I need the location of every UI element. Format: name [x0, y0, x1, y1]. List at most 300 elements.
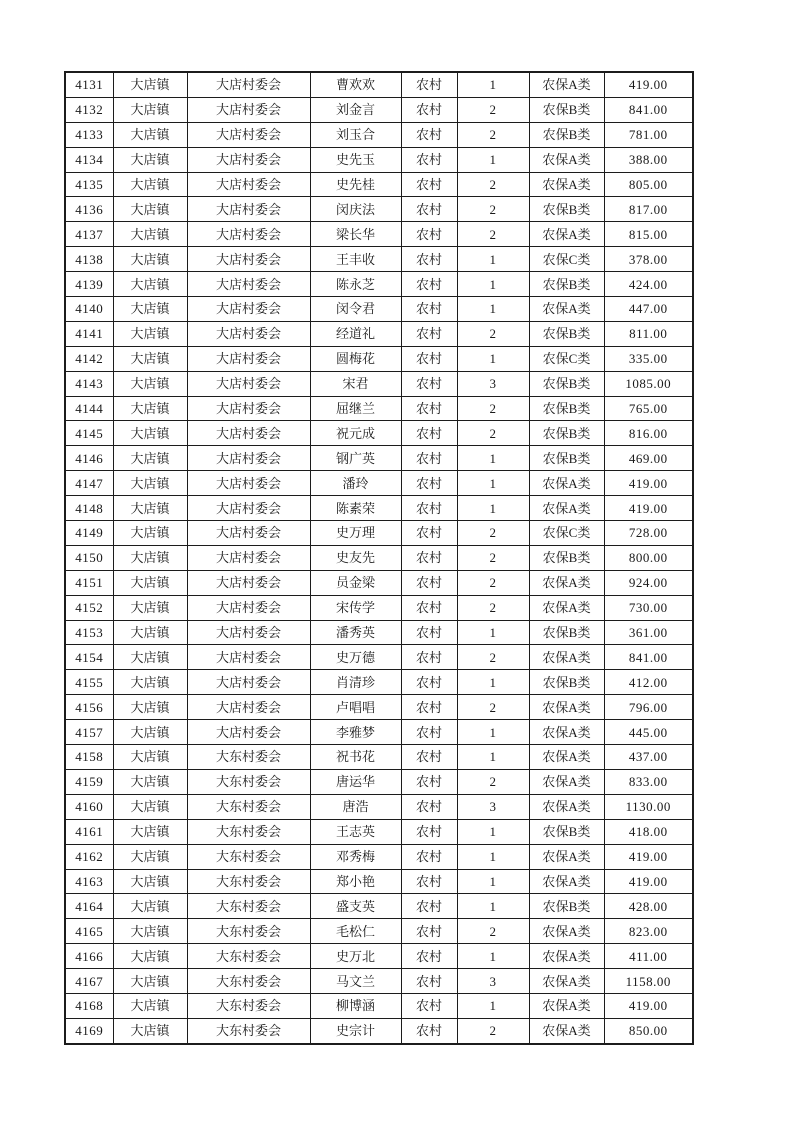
cell-village-committee: 大店村委会	[187, 122, 310, 147]
cell-household-type: 农村	[401, 794, 457, 819]
cell-insurance-category: 农保B类	[529, 446, 604, 471]
cell-town: 大店镇	[113, 794, 187, 819]
cell-village-committee: 大店村委会	[187, 272, 310, 297]
table-row	[65, 844, 693, 869]
cell-amount: 424.00	[604, 272, 693, 297]
cell-amount: 781.00	[604, 122, 693, 147]
cell-town: 大店镇	[113, 396, 187, 421]
cell-town: 大店镇	[113, 421, 187, 446]
cell-serial-number: 4139	[65, 272, 113, 297]
cell-household-type: 农村	[401, 446, 457, 471]
cell-insurance-category: 农保A类	[529, 595, 604, 620]
cell-serial-number: 4134	[65, 147, 113, 172]
cell-person-name: 梁长华	[310, 222, 401, 247]
cell-person-name: 李雅梦	[310, 720, 401, 745]
cell-serial-number: 4131	[65, 72, 113, 97]
table-row	[65, 869, 693, 894]
cell-person-count: 2	[457, 769, 529, 794]
cell-serial-number: 4154	[65, 645, 113, 670]
cell-household-type: 农村	[401, 222, 457, 247]
cell-person-name: 王志英	[310, 819, 401, 844]
cell-insurance-category: 农保B类	[529, 894, 604, 919]
cell-household-type: 农村	[401, 72, 457, 97]
table-row	[65, 570, 693, 595]
cell-person-name: 毛松仁	[310, 919, 401, 944]
cell-amount: 800.00	[604, 545, 693, 570]
cell-household-type: 农村	[401, 321, 457, 346]
cell-insurance-category: 农保B类	[529, 819, 604, 844]
cell-village-committee: 大店村委会	[187, 521, 310, 546]
table-row	[65, 222, 693, 247]
cell-person-name: 祝书花	[310, 745, 401, 770]
cell-amount: 850.00	[604, 1018, 693, 1043]
table-row	[65, 371, 693, 396]
cell-amount: 418.00	[604, 819, 693, 844]
table-row	[65, 172, 693, 197]
table-row	[65, 695, 693, 720]
cell-insurance-category: 农保A类	[529, 297, 604, 322]
cell-person-count: 1	[457, 844, 529, 869]
cell-household-type: 农村	[401, 396, 457, 421]
cell-household-type: 农村	[401, 272, 457, 297]
cell-household-type: 农村	[401, 695, 457, 720]
cell-amount: 419.00	[604, 471, 693, 496]
cell-serial-number: 4141	[65, 321, 113, 346]
cell-person-name: 陈素荣	[310, 496, 401, 521]
cell-serial-number: 4145	[65, 421, 113, 446]
cell-household-type: 农村	[401, 969, 457, 994]
cell-household-type: 农村	[401, 620, 457, 645]
table-row	[65, 620, 693, 645]
cell-person-name: 宋传学	[310, 595, 401, 620]
cell-town: 大店镇	[113, 471, 187, 496]
cell-person-count: 1	[457, 272, 529, 297]
table-row	[65, 720, 693, 745]
cell-village-committee: 大东村委会	[187, 1018, 310, 1043]
cell-serial-number: 4162	[65, 844, 113, 869]
cell-household-type: 农村	[401, 346, 457, 371]
table-row	[65, 446, 693, 471]
cell-insurance-category: 农保A类	[529, 471, 604, 496]
cell-amount: 805.00	[604, 172, 693, 197]
cell-person-count: 1	[457, 496, 529, 521]
cell-insurance-category: 农保B类	[529, 272, 604, 297]
cell-village-committee: 大东村委会	[187, 944, 310, 969]
cell-insurance-category: 农保C类	[529, 346, 604, 371]
cell-town: 大店镇	[113, 446, 187, 471]
cell-person-count: 1	[457, 894, 529, 919]
cell-town: 大店镇	[113, 620, 187, 645]
cell-insurance-category: 农保B类	[529, 396, 604, 421]
cell-insurance-category: 农保B类	[529, 197, 604, 222]
cell-person-name: 史宗计	[310, 1018, 401, 1043]
cell-insurance-category: 农保B类	[529, 670, 604, 695]
cell-person-name: 史万德	[310, 645, 401, 670]
cell-village-committee: 大东村委会	[187, 794, 310, 819]
cell-village-committee: 大店村委会	[187, 97, 310, 122]
cell-person-count: 2	[457, 521, 529, 546]
cell-household-type: 农村	[401, 894, 457, 919]
cell-household-type: 农村	[401, 869, 457, 894]
cell-amount: 1085.00	[604, 371, 693, 396]
cell-person-count: 2	[457, 321, 529, 346]
cell-serial-number: 4144	[65, 396, 113, 421]
cell-household-type: 农村	[401, 297, 457, 322]
table-row	[65, 396, 693, 421]
cell-serial-number: 4168	[65, 993, 113, 1018]
cell-serial-number: 4157	[65, 720, 113, 745]
table-row	[65, 496, 693, 521]
cell-amount: 419.00	[604, 993, 693, 1018]
cell-town: 大店镇	[113, 122, 187, 147]
cell-insurance-category: 农保A类	[529, 844, 604, 869]
cell-insurance-category: 农保A类	[529, 720, 604, 745]
cell-serial-number: 4161	[65, 819, 113, 844]
cell-serial-number: 4166	[65, 944, 113, 969]
cell-insurance-category: 农保A类	[529, 993, 604, 1018]
cell-person-count: 1	[457, 471, 529, 496]
cell-person-count: 1	[457, 72, 529, 97]
cell-village-committee: 大店村委会	[187, 545, 310, 570]
cell-insurance-category: 农保A类	[529, 496, 604, 521]
cell-serial-number: 4158	[65, 745, 113, 770]
cell-person-count: 1	[457, 620, 529, 645]
cell-person-name: 卢唱唱	[310, 695, 401, 720]
cell-household-type: 农村	[401, 421, 457, 446]
cell-amount: 823.00	[604, 919, 693, 944]
cell-person-count: 3	[457, 969, 529, 994]
cell-household-type: 农村	[401, 769, 457, 794]
cell-household-type: 农村	[401, 197, 457, 222]
cell-household-type: 农村	[401, 919, 457, 944]
table-row	[65, 894, 693, 919]
cell-person-name: 闵令君	[310, 297, 401, 322]
cell-serial-number: 4137	[65, 222, 113, 247]
cell-insurance-category: 农保A类	[529, 172, 604, 197]
cell-person-count: 1	[457, 869, 529, 894]
cell-amount: 816.00	[604, 421, 693, 446]
cell-amount: 811.00	[604, 321, 693, 346]
cell-household-type: 农村	[401, 670, 457, 695]
table-row	[65, 969, 693, 994]
cell-insurance-category: 农保A类	[529, 1018, 604, 1043]
table-row	[65, 1018, 693, 1043]
cell-amount: 378.00	[604, 247, 693, 272]
cell-village-committee: 大东村委会	[187, 819, 310, 844]
cell-serial-number: 4156	[65, 695, 113, 720]
cell-person-count: 1	[457, 944, 529, 969]
cell-serial-number: 4152	[65, 595, 113, 620]
cell-town: 大店镇	[113, 321, 187, 346]
cell-town: 大店镇	[113, 197, 187, 222]
cell-person-name: 史万理	[310, 521, 401, 546]
cell-village-committee: 大店村委会	[187, 297, 310, 322]
cell-person-name: 史友先	[310, 545, 401, 570]
cell-village-committee: 大店村委会	[187, 371, 310, 396]
cell-household-type: 农村	[401, 371, 457, 396]
cell-person-name: 曹欢欢	[310, 72, 401, 97]
cell-person-name: 邓秀梅	[310, 844, 401, 869]
cell-insurance-category: 农保B类	[529, 97, 604, 122]
cell-town: 大店镇	[113, 570, 187, 595]
cell-amount: 817.00	[604, 197, 693, 222]
cell-person-count: 2	[457, 595, 529, 620]
table-row	[65, 595, 693, 620]
cell-village-committee: 大店村委会	[187, 670, 310, 695]
cell-amount: 388.00	[604, 147, 693, 172]
cell-village-committee: 大店村委会	[187, 570, 310, 595]
cell-amount: 469.00	[604, 446, 693, 471]
cell-amount: 1130.00	[604, 794, 693, 819]
cell-insurance-category: 农保A类	[529, 645, 604, 670]
table-row	[65, 421, 693, 446]
cell-household-type: 农村	[401, 844, 457, 869]
cell-town: 大店镇	[113, 844, 187, 869]
cell-town: 大店镇	[113, 97, 187, 122]
cell-amount: 419.00	[604, 844, 693, 869]
cell-person-count: 2	[457, 421, 529, 446]
table-row	[65, 297, 693, 322]
cell-village-committee: 大店村委会	[187, 720, 310, 745]
cell-person-count: 2	[457, 396, 529, 421]
cell-household-type: 农村	[401, 1018, 457, 1043]
cell-town: 大店镇	[113, 645, 187, 670]
cell-person-count: 1	[457, 446, 529, 471]
cell-village-committee: 大店村委会	[187, 446, 310, 471]
cell-person-count: 2	[457, 197, 529, 222]
cell-serial-number: 4163	[65, 869, 113, 894]
cell-insurance-category: 农保B类	[529, 321, 604, 346]
cell-serial-number: 4153	[65, 620, 113, 645]
cell-insurance-category: 农保A类	[529, 72, 604, 97]
cell-insurance-category: 农保A类	[529, 969, 604, 994]
cell-amount: 730.00	[604, 595, 693, 620]
cell-serial-number: 4160	[65, 794, 113, 819]
table-row	[65, 545, 693, 570]
cell-amount: 437.00	[604, 745, 693, 770]
cell-person-count: 1	[457, 819, 529, 844]
cell-serial-number: 4150	[65, 545, 113, 570]
cell-household-type: 农村	[401, 595, 457, 620]
cell-household-type: 农村	[401, 471, 457, 496]
cell-household-type: 农村	[401, 944, 457, 969]
cell-serial-number: 4138	[65, 247, 113, 272]
cell-serial-number: 4165	[65, 919, 113, 944]
cell-person-name: 史万北	[310, 944, 401, 969]
cell-town: 大店镇	[113, 147, 187, 172]
cell-village-committee: 大店村委会	[187, 645, 310, 670]
cell-household-type: 农村	[401, 147, 457, 172]
cell-town: 大店镇	[113, 371, 187, 396]
cell-village-committee: 大东村委会	[187, 894, 310, 919]
cell-town: 大店镇	[113, 595, 187, 620]
cell-insurance-category: 农保C类	[529, 521, 604, 546]
cell-serial-number: 4167	[65, 969, 113, 994]
cell-village-committee: 大店村委会	[187, 172, 310, 197]
table-row	[65, 919, 693, 944]
cell-town: 大店镇	[113, 545, 187, 570]
cell-amount: 841.00	[604, 645, 693, 670]
cell-person-count: 3	[457, 371, 529, 396]
table-body	[65, 72, 693, 1044]
table-row	[65, 769, 693, 794]
cell-town: 大店镇	[113, 272, 187, 297]
table-row	[65, 72, 693, 97]
cell-village-committee: 大东村委会	[187, 745, 310, 770]
pension-payment-table	[64, 71, 694, 1045]
cell-serial-number: 4133	[65, 122, 113, 147]
cell-town: 大店镇	[113, 521, 187, 546]
cell-person-count: 2	[457, 570, 529, 595]
table-row	[65, 346, 693, 371]
cell-amount: 335.00	[604, 346, 693, 371]
cell-village-committee: 大店村委会	[187, 346, 310, 371]
cell-person-count: 2	[457, 222, 529, 247]
table-row	[65, 944, 693, 969]
cell-village-committee: 大店村委会	[187, 72, 310, 97]
cell-insurance-category: 农保A类	[529, 570, 604, 595]
cell-person-name: 陈永芝	[310, 272, 401, 297]
cell-village-committee: 大东村委会	[187, 993, 310, 1018]
cell-amount: 765.00	[604, 396, 693, 421]
cell-person-name: 唐浩	[310, 794, 401, 819]
cell-serial-number: 4132	[65, 97, 113, 122]
cell-amount: 833.00	[604, 769, 693, 794]
cell-insurance-category: 农保A类	[529, 147, 604, 172]
cell-person-count: 1	[457, 745, 529, 770]
cell-serial-number: 4135	[65, 172, 113, 197]
cell-serial-number: 4151	[65, 570, 113, 595]
cell-household-type: 农村	[401, 521, 457, 546]
table-row	[65, 471, 693, 496]
cell-serial-number: 4159	[65, 769, 113, 794]
cell-village-committee: 大店村委会	[187, 695, 310, 720]
cell-household-type: 农村	[401, 247, 457, 272]
cell-person-name: 闵庆法	[310, 197, 401, 222]
cell-person-name: 马文兰	[310, 969, 401, 994]
cell-town: 大店镇	[113, 819, 187, 844]
cell-amount: 411.00	[604, 944, 693, 969]
cell-town: 大店镇	[113, 346, 187, 371]
cell-village-committee: 大店村委会	[187, 396, 310, 421]
cell-amount: 428.00	[604, 894, 693, 919]
cell-insurance-category: 农保A类	[529, 769, 604, 794]
table-row	[65, 670, 693, 695]
cell-amount: 419.00	[604, 869, 693, 894]
cell-insurance-category: 农保A类	[529, 944, 604, 969]
cell-village-committee: 大店村委会	[187, 147, 310, 172]
cell-town: 大店镇	[113, 894, 187, 919]
cell-household-type: 农村	[401, 645, 457, 670]
cell-person-name: 唐运华	[310, 769, 401, 794]
cell-insurance-category: 农保B类	[529, 545, 604, 570]
cell-amount: 361.00	[604, 620, 693, 645]
cell-household-type: 农村	[401, 745, 457, 770]
cell-town: 大店镇	[113, 72, 187, 97]
cell-person-count: 1	[457, 720, 529, 745]
cell-household-type: 农村	[401, 172, 457, 197]
cell-village-committee: 大店村委会	[187, 321, 310, 346]
cell-town: 大店镇	[113, 297, 187, 322]
cell-household-type: 农村	[401, 570, 457, 595]
table-row	[65, 247, 693, 272]
cell-amount: 728.00	[604, 521, 693, 546]
cell-town: 大店镇	[113, 695, 187, 720]
cell-person-name: 王丰收	[310, 247, 401, 272]
cell-serial-number: 4147	[65, 471, 113, 496]
cell-person-name: 钢广英	[310, 446, 401, 471]
cell-person-count: 2	[457, 645, 529, 670]
cell-person-name: 史先玉	[310, 147, 401, 172]
cell-town: 大店镇	[113, 247, 187, 272]
cell-village-committee: 大店村委会	[187, 222, 310, 247]
table-row	[65, 521, 693, 546]
cell-village-committee: 大店村委会	[187, 197, 310, 222]
cell-person-count: 1	[457, 346, 529, 371]
cell-amount: 447.00	[604, 297, 693, 322]
cell-village-committee: 大东村委会	[187, 969, 310, 994]
cell-insurance-category: 农保C类	[529, 247, 604, 272]
table-row	[65, 122, 693, 147]
cell-village-committee: 大东村委会	[187, 769, 310, 794]
cell-serial-number: 4136	[65, 197, 113, 222]
cell-town: 大店镇	[113, 944, 187, 969]
cell-town: 大店镇	[113, 720, 187, 745]
cell-person-count: 2	[457, 122, 529, 147]
cell-person-name: 祝元成	[310, 421, 401, 446]
cell-village-committee: 大店村委会	[187, 595, 310, 620]
table-row	[65, 197, 693, 222]
cell-town: 大店镇	[113, 496, 187, 521]
cell-household-type: 农村	[401, 496, 457, 521]
cell-person-count: 2	[457, 919, 529, 944]
cell-insurance-category: 农保B类	[529, 620, 604, 645]
cell-insurance-category: 农保A类	[529, 695, 604, 720]
table-row	[65, 819, 693, 844]
cell-serial-number: 4169	[65, 1018, 113, 1043]
cell-person-name: 潘秀英	[310, 620, 401, 645]
cell-person-count: 3	[457, 794, 529, 819]
table-row	[65, 794, 693, 819]
cell-town: 大店镇	[113, 993, 187, 1018]
cell-person-name: 柳博涵	[310, 993, 401, 1018]
cell-household-type: 农村	[401, 819, 457, 844]
cell-person-name: 潘玲	[310, 471, 401, 496]
cell-insurance-category: 农保A类	[529, 919, 604, 944]
cell-town: 大店镇	[113, 1018, 187, 1043]
cell-village-committee: 大店村委会	[187, 496, 310, 521]
cell-person-count: 2	[457, 172, 529, 197]
cell-amount: 841.00	[604, 97, 693, 122]
cell-person-name: 宋君	[310, 371, 401, 396]
table-row	[65, 993, 693, 1018]
cell-person-count: 2	[457, 97, 529, 122]
cell-village-committee: 大东村委会	[187, 869, 310, 894]
cell-insurance-category: 农保B类	[529, 421, 604, 446]
cell-town: 大店镇	[113, 222, 187, 247]
cell-serial-number: 4140	[65, 297, 113, 322]
cell-town: 大店镇	[113, 919, 187, 944]
cell-person-name: 刘玉合	[310, 122, 401, 147]
cell-serial-number: 4155	[65, 670, 113, 695]
cell-village-committee: 大店村委会	[187, 620, 310, 645]
cell-serial-number: 4164	[65, 894, 113, 919]
cell-person-name: 经道礼	[310, 321, 401, 346]
cell-household-type: 农村	[401, 97, 457, 122]
cell-serial-number: 4146	[65, 446, 113, 471]
cell-insurance-category: 农保A类	[529, 794, 604, 819]
cell-amount: 796.00	[604, 695, 693, 720]
